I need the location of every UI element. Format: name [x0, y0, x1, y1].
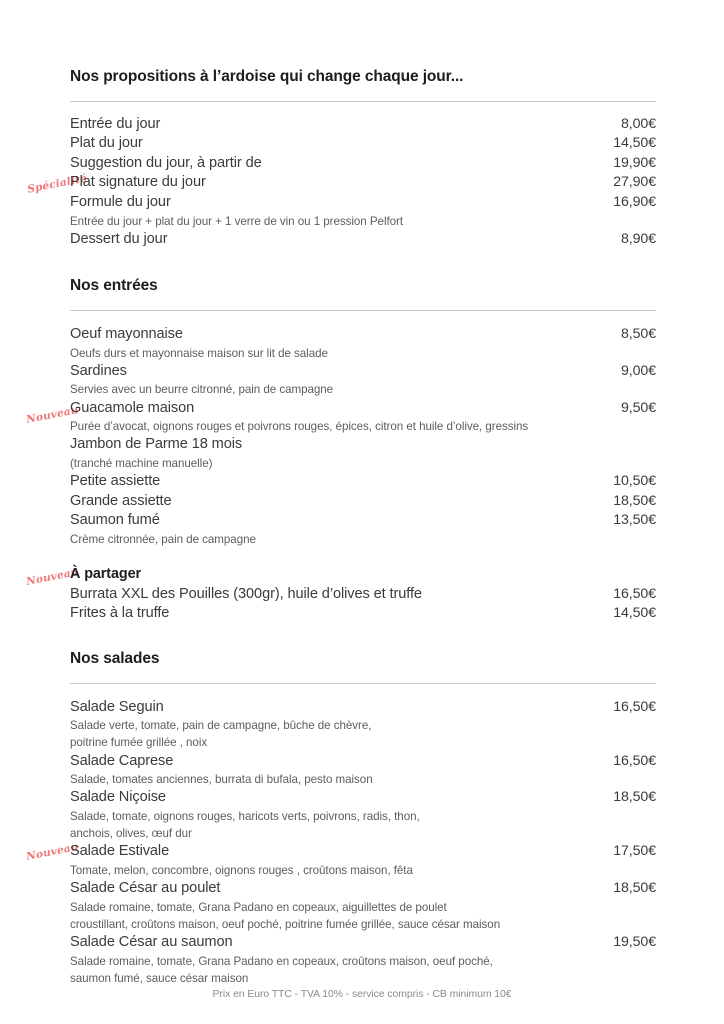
menu-item-row[interactable] — [70, 842, 656, 862]
section-items-ardoise — [70, 115, 656, 250]
menu-item-price: 14,50€ — [613, 605, 656, 622]
section-items-entrees — [70, 325, 656, 548]
menu-item-row[interactable] — [70, 435, 656, 455]
menu-item-description: croustillant, croûtons maison, oeuf poché, poitrine fumée grillée, sauce césar maison — [70, 917, 501, 931]
menu-item-row[interactable] — [70, 399, 656, 419]
menu-item-row[interactable] — [70, 173, 656, 193]
subgroup-heading-row — [70, 565, 656, 585]
menu-item-name: Salade Niçoise — [70, 789, 166, 806]
menu-item-row[interactable] — [70, 604, 656, 624]
menu-item-name: Salade César au poulet — [70, 880, 221, 897]
annotation-nouveau-estivale: Nouveau — [25, 841, 80, 863]
menu-item-price: 9,50€ — [620, 399, 656, 416]
menu-item-description: saumon fumé, sauce césar maison — [70, 971, 249, 985]
menu-item-name: Jambon de Parme 18 mois — [70, 436, 243, 453]
menu-item-price: 8,90€ — [620, 230, 656, 247]
footer-note: Prix en Euro TTC - TVA 10% - service compris - CB minimum 10€ — [212, 989, 512, 1000]
menu-item-name: Plat signature du jour — [70, 174, 206, 191]
annotation-nouveau-partager: Nouveau — [25, 566, 80, 588]
menu-item-name: Suggestion du jour, à partir de — [70, 154, 262, 171]
menu-item-name: Salade Estivale — [70, 843, 170, 860]
menu-item-row[interactable] — [70, 154, 656, 174]
menu-item-row[interactable] — [70, 472, 656, 492]
menu-item-description: Salade verte, tomate, pain de campagne, bûche de chèvre, — [70, 719, 372, 733]
menu-item-name: Saumon fumé — [70, 512, 160, 529]
menu-item-price: 16,90€ — [613, 193, 656, 210]
section-heading-ardoise: Nos propositions à l’ardoise qui change chaque jour... — [70, 68, 464, 85]
menu-item-name: Entrée du jour — [70, 115, 161, 132]
menu-item-price: 19,50€ — [613, 934, 656, 951]
menu-item-description: anchois, olives, œuf dur — [70, 827, 192, 841]
menu-item-name: Petite assiette — [70, 473, 161, 490]
menu-item-name: Salade Seguin — [70, 698, 164, 715]
menu-item-description: Servies avec un beurre citronné, pain de campagne — [70, 383, 334, 397]
menu-item-row[interactable] — [70, 230, 656, 250]
section-items-salades — [70, 698, 656, 988]
menu-item-row[interactable] — [70, 325, 656, 345]
menu-item-description: Salade romaine, tomate, Grana Padano en copeaux, aiguillettes de poulet — [70, 900, 447, 914]
menu-item-name: Salade César au saumon — [70, 934, 233, 951]
menu-item-name: Frites à la truffe — [70, 605, 170, 622]
menu-content — [70, 0, 656, 987]
menu-item-row[interactable] — [70, 492, 656, 512]
menu-item-row[interactable] — [70, 511, 656, 531]
menu-item-name: Dessert du jour — [70, 230, 168, 247]
menu-item-price: 8,00€ — [620, 115, 656, 132]
menu-item-row[interactable] — [70, 362, 656, 382]
menu-item-price: 16,50€ — [613, 585, 656, 602]
menu-item-description: Purée d’avocat, oignons rouges et poivrons rouges, épices, citron et huile d’olive, gressins — [70, 420, 529, 434]
menu-item-price: 10,50€ — [613, 473, 656, 490]
menu-item-price: 27,90€ — [613, 174, 656, 191]
subgroup-a-partager — [70, 565, 656, 624]
menu-item-row[interactable] — [70, 585, 656, 605]
menu-item-price: 16,50€ — [613, 752, 656, 769]
menu-item-name: Formule du jour — [70, 193, 171, 210]
menu-item-row[interactable] — [70, 752, 656, 772]
annotation-specialite: Spécialité — [26, 172, 88, 196]
subgroup-heading: À partager — [70, 566, 141, 583]
annotation-nouveau-guacamole: Nouveau — [25, 404, 80, 426]
menu-item-price: 18,50€ — [613, 789, 656, 806]
menu-item-name: Guacamole maison — [70, 399, 195, 416]
menu-item-price: 18,50€ — [613, 492, 656, 509]
menu-item-description: Salade, tomate, oignons rouges, haricots verts, poivrons, radis, thon, — [70, 809, 420, 823]
menu-item-row[interactable] — [70, 193, 656, 213]
menu-item-description: Crème citronnée, pain de campagne — [70, 532, 256, 546]
section-heading-entrees: Nos entrées — [70, 277, 158, 295]
menu-item-price: 17,50€ — [613, 843, 656, 860]
menu-item-description: Tomate, melon, concombre, oignons rouges , croûtons maison, fêta — [70, 863, 413, 877]
menu-item-description: (tranché machine manuelle) — [70, 456, 213, 470]
menu-item-description: Oeufs durs et mayonnaise maison sur lit de salade — [70, 346, 328, 360]
menu-item-description: Entrée du jour + plat du jour + 1 verre de vin ou 1 pression Pelfort — [70, 214, 404, 228]
section-heading-salades: Nos salades — [70, 649, 160, 667]
menu-item-name: Burrata XXL des Pouilles (300gr), huile d’olives et truffe — [70, 585, 422, 602]
menu-item-price: 9,00€ — [620, 362, 656, 379]
menu-item-row[interactable] — [70, 134, 656, 154]
menu-item-name: Salade Caprese — [70, 752, 174, 769]
menu-item-price: 19,90€ — [613, 154, 656, 171]
menu-item-row[interactable] — [70, 933, 656, 953]
menu-item-price: 16,50€ — [613, 698, 656, 715]
menu-item-row[interactable] — [70, 115, 656, 135]
menu-item-row[interactable] — [70, 698, 656, 718]
menu-item-row[interactable] — [70, 788, 656, 808]
menu-item-name: Plat du jour — [70, 135, 143, 152]
menu-item-name: Oeuf mayonnaise — [70, 325, 183, 342]
menu-item-name: Sardines — [70, 362, 127, 379]
menu-item-price: 18,50€ — [613, 880, 656, 897]
menu-item-row[interactable] — [70, 879, 656, 899]
menu-item-description: Salade, tomates anciennes, burrata di bufala, pesto maison — [70, 773, 373, 787]
menu-item-description: Salade romaine, tomate, Grana Padano en copeaux, croûtons maison, oeuf poché, — [70, 954, 493, 968]
menu-item-price: 14,50€ — [613, 135, 656, 152]
menu-item-price: 13,50€ — [613, 512, 656, 529]
menu-item-name: Grande assiette — [70, 492, 172, 509]
menu-item-description: poitrine fumée grillée , noix — [70, 736, 208, 750]
menu-item-price: 8,50€ — [620, 325, 656, 342]
